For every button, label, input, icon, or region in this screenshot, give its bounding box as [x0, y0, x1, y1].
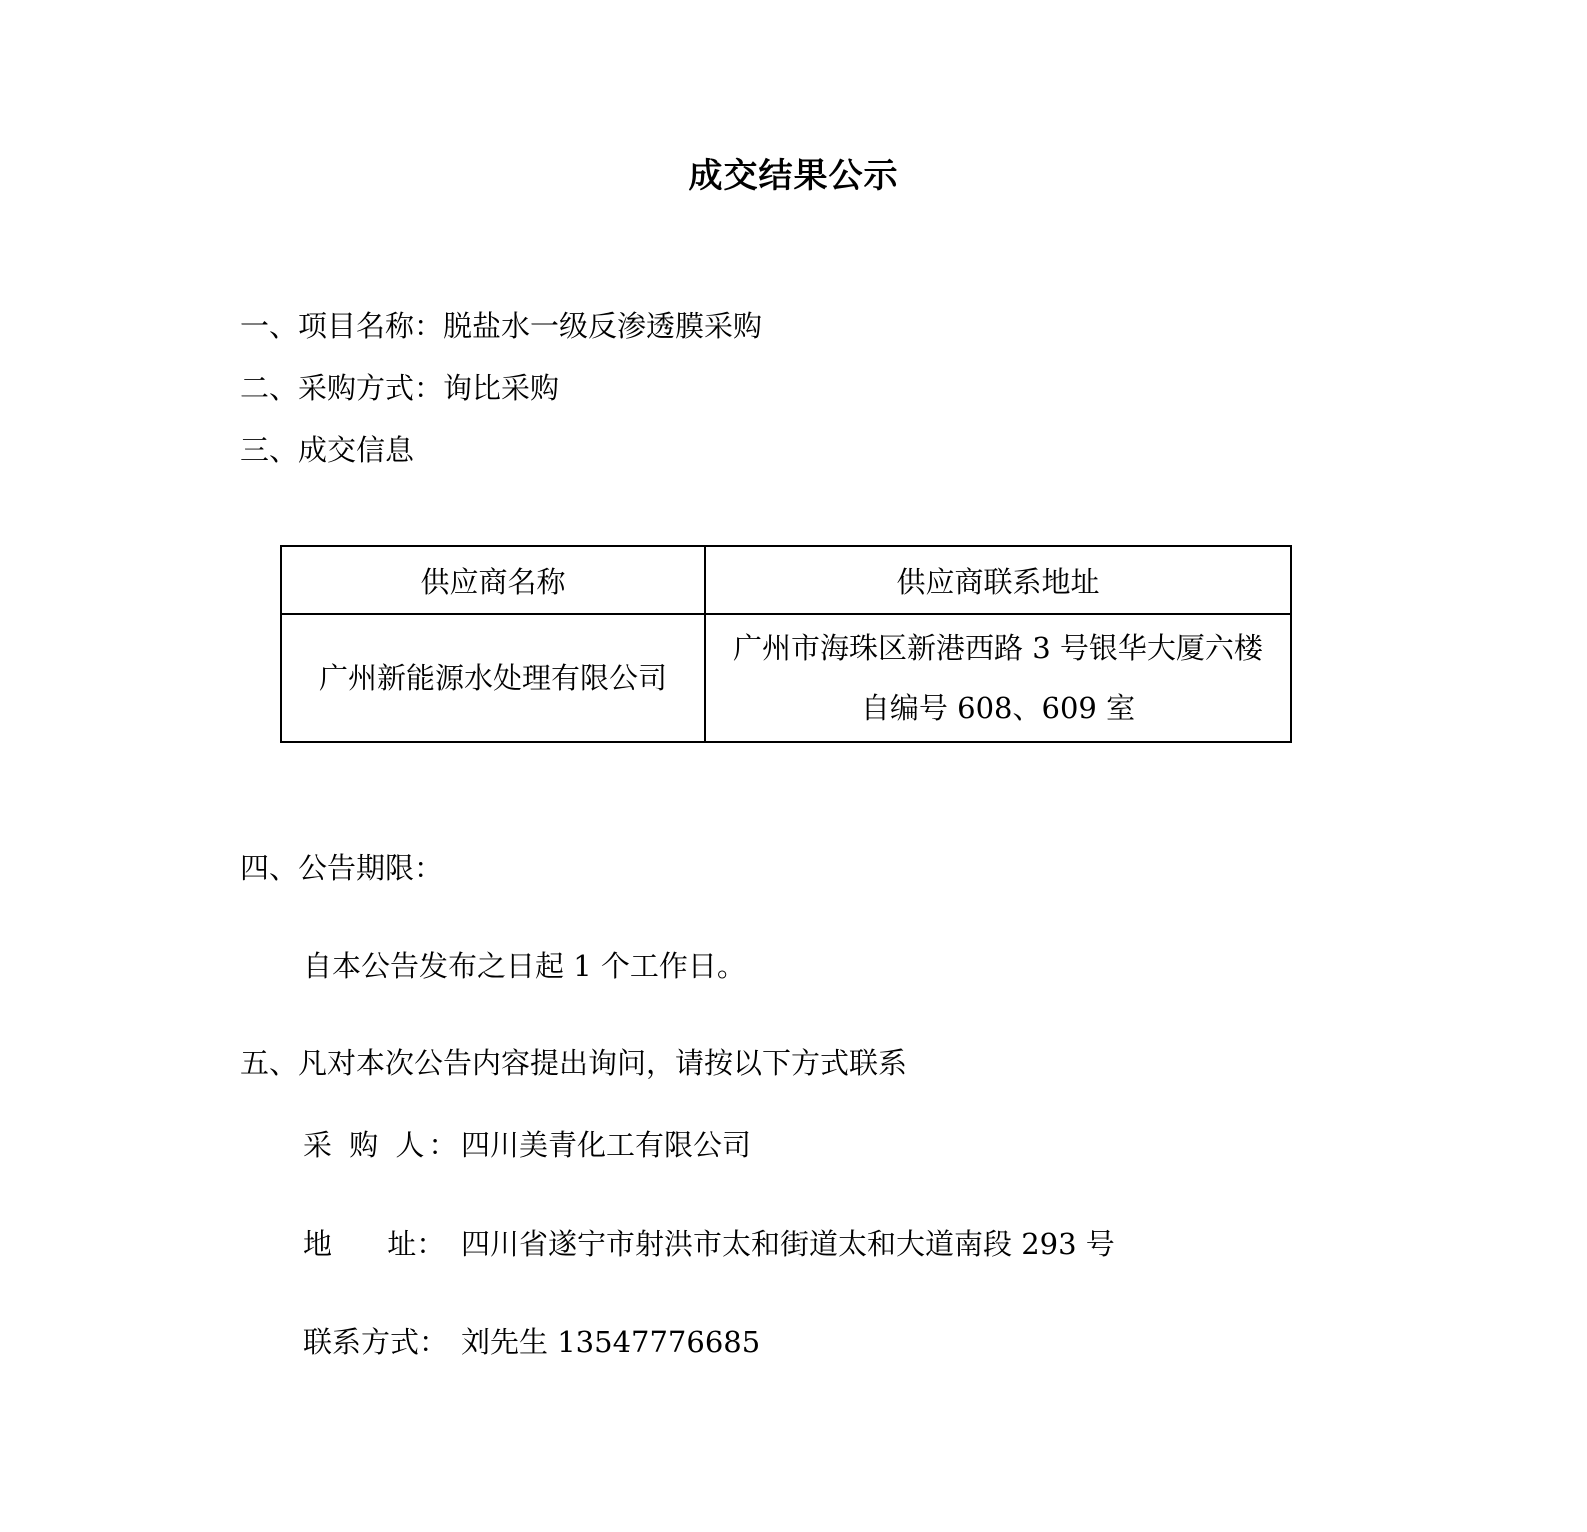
buyer-value: 四川美青化工有限公司 [461, 1128, 752, 1162]
contact-phone-value: 刘先生 13547776685 [461, 1325, 761, 1359]
supplier-address-line2: 自编号 608、609 室 [860, 691, 1136, 725]
project-name-value: 脱盐水一级反渗透膜采购 [443, 309, 763, 343]
buyer-address-line [303, 1224, 1115, 1264]
supplier-address-header: 供应商联系地址 [705, 546, 1291, 614]
procurement-method-value: 询比采购 [443, 371, 560, 405]
notice-period-text: 自本公告发布之日起 1 个工作日。 [303, 949, 746, 983]
project-name-line [240, 306, 762, 346]
page-title: 成交结果公示 [688, 156, 899, 196]
buyer-address-label: 地 址： [303, 1227, 446, 1261]
project-name-label: 一、项目名称： [240, 309, 444, 343]
contact-heading: 五、凡对本次公告内容提出询问，请按以下方式联系 [240, 1046, 908, 1080]
supplier-name-header: 供应商名称 [281, 546, 705, 614]
deal-result-table [280, 545, 1292, 743]
supplier-address-cell [705, 614, 1291, 742]
buyer-label: 采 购 人： [303, 1128, 462, 1162]
contact-phone-label: 联系方式： [303, 1325, 449, 1359]
deal-info-heading: 三、成交信息 [240, 433, 415, 467]
procurement-method-label: 二、采购方式： [240, 371, 444, 405]
table-row [281, 614, 1291, 742]
buyer-line [303, 1125, 751, 1165]
supplier-address-line1: 广州市海珠区新港西路 3 号银华大厦六楼 [733, 631, 1263, 665]
buyer-address-value: 四川省遂宁市射洪市太和街道太和大道南段 293 号 [461, 1227, 1115, 1261]
supplier-name-cell: 广州新能源水处理有限公司 [281, 614, 705, 742]
contact-phone-line [303, 1322, 760, 1362]
procurement-method-line [240, 368, 559, 408]
notice-period-heading: 四、公告期限： [240, 851, 444, 885]
table-header-row [281, 546, 1291, 614]
